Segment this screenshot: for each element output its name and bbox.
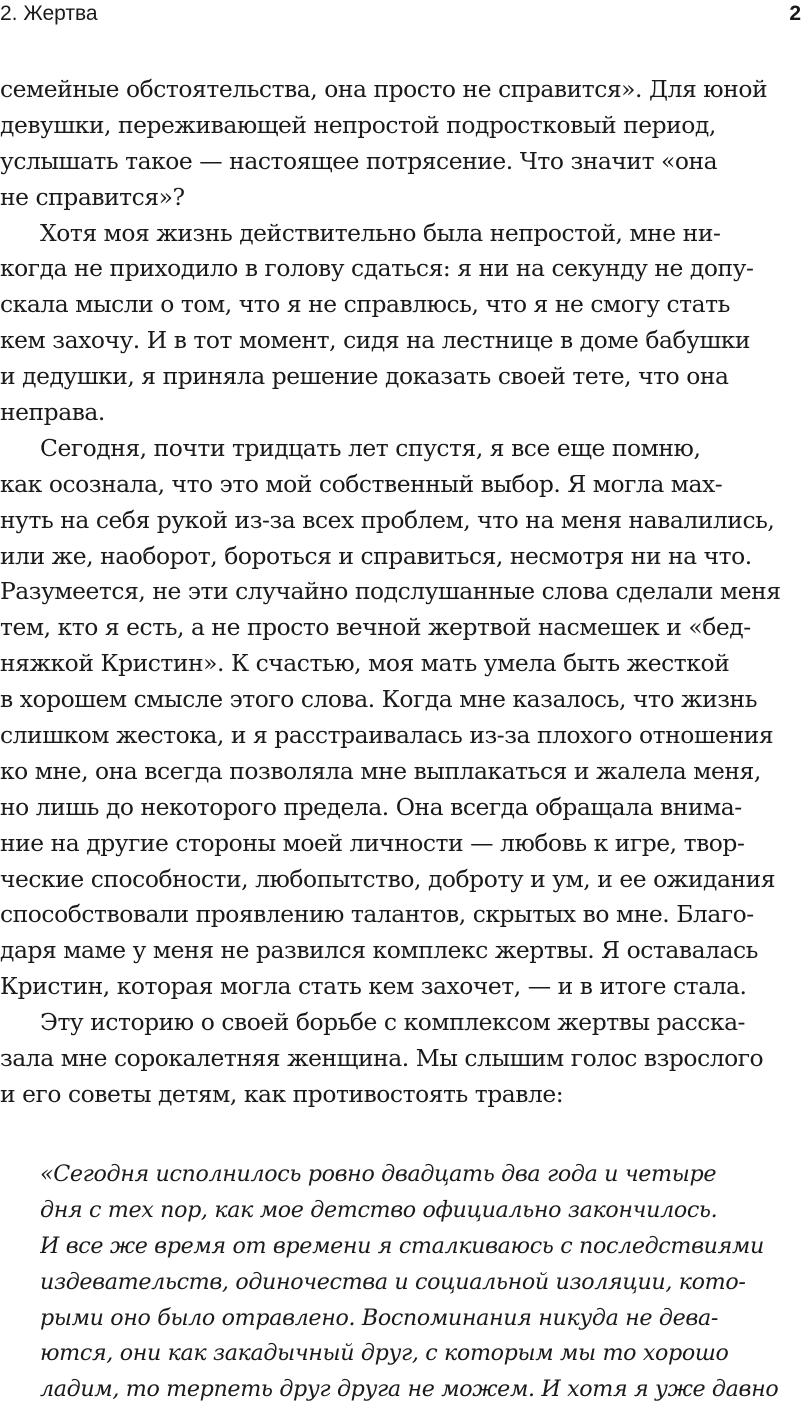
text-line: как осознала, что это мой собственный выбор. Я могла мах- (0, 469, 723, 498)
paragraph-first-line: Хотя моя жизнь действительно была непростой, мне ни- (40, 218, 721, 247)
text-line: ние на другие стороны моей личности — любовь к игре, твор- (0, 828, 745, 857)
paragraph-first-line: Сегодня, почти тридцать лет спустя, я все еще помню, (40, 433, 701, 462)
chapter-title: 2. Жертва (0, 2, 98, 25)
text-line: няжкой Кристин». К счастью, моя мать умела быть жесткой (0, 649, 730, 678)
quote-line: И все же время от времени я сталкиваюсь с последствиями (40, 1232, 764, 1259)
quote-line: издевательств, одиночества и социальной изоляции, кото- (40, 1268, 746, 1295)
text-line: скала мысли о том, что я не справлюсь, что я не смогу стать (0, 290, 730, 319)
text-line: Разумеется, не эти случайно подслушанные слова сделали меня (0, 577, 781, 606)
page-number: 2 (789, 2, 801, 25)
running-header (0, 0, 803, 30)
text-line: и его советы детям, как противостоять травле: (0, 1079, 564, 1108)
quote-line: ются, они как закадычный друг, с которым мы то хорошо (40, 1340, 729, 1367)
text-line: Кристин, которая могла стать кем захочет, — и в итоге стала. (0, 972, 747, 1001)
text-line: но лишь до некоторого предела. Она всегда обращала внима- (0, 792, 742, 821)
text-line: девушки, переживающей непростой подростковый период, (0, 110, 716, 139)
text-line: кем захочу. И в тот момент, сидя на лестнице в доме бабушки (0, 326, 751, 355)
text-line: и дедушки, я приняла решение доказать своей тете, что она (0, 362, 729, 391)
text-line: слишком жестока, и я расстраивалась из-за плохого отношения (0, 721, 774, 750)
text-line: даря маме у меня не развился комплекс жертвы. Я оставалась (0, 936, 758, 965)
text-line: семейные обстоятельства, она просто не справится». Для юной (0, 75, 768, 103)
text-line: в хорошем смысле этого слова. Когда мне казалось, что жизнь (0, 685, 757, 714)
text-line: нуть на себя рукой из-за всех проблем, что на меня навалились, (0, 505, 775, 534)
text-line: зала мне сорокалетняя женщина. Мы слышим голос взрослого (0, 1044, 764, 1073)
block-quote (40, 1157, 780, 1408)
text-line: ко мне, она всегда позволяла мне выплакаться и жалела меня, (0, 756, 761, 785)
text-line: тем, кто я есть, а не просто вечной жертвой насмешек и «бед- (0, 613, 751, 642)
quote-line: «Сегодня исполнилось ровно двадцать два года и четыре (40, 1161, 717, 1187)
quote-line: ладим, то терпеть друг друга не можем. И хотя я уже давно (40, 1376, 779, 1403)
text-line: услышать такое — настоящее потрясение. Что значит «она (0, 146, 718, 175)
text-line: не справится»? (0, 182, 185, 211)
body-text (0, 72, 803, 1113)
text-line: ческие способности, любопытство, доброту и ум, и ее ожидания (0, 864, 776, 893)
text-line: или же, наоборот, бороться и справиться, несмотря ни на что. (0, 541, 752, 570)
text-line: неправа. (0, 398, 105, 427)
quote-line: рыми оно было отравлено. Воспоминания никуда не дева- (40, 1304, 718, 1331)
text-line: способствовали проявлению талантов, скрытых во мне. Благо- (0, 900, 754, 929)
quote-line: дня с тех пор, как мое детство официально закончилось. (40, 1196, 718, 1223)
paragraph-first-line: Эту историю о своей борьбе с комплексом жертвы расска- (40, 1008, 746, 1037)
text-line: когда не приходило в голову сдаться: я ни на секунду не допу- (0, 254, 754, 283)
